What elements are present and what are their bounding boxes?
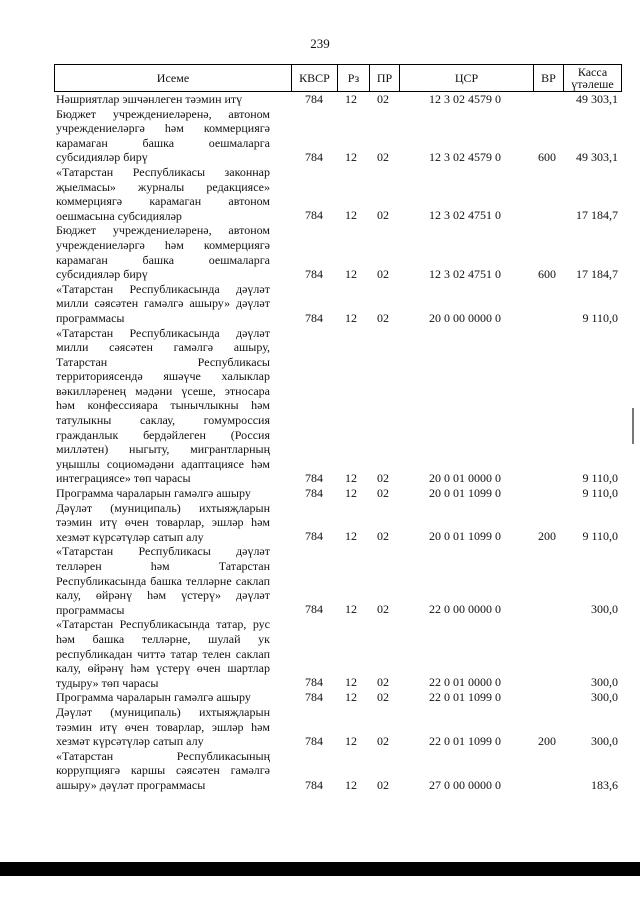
row-kvsr: 784 [305,529,323,544]
row-rz: 12 [345,733,357,748]
row-sum: 9 110,0 [582,529,618,544]
row-pr: 02 [377,675,389,690]
row-rz: 12 [345,149,357,164]
row-name: Дәүләт (муниципаль) ихтыяҗларын тәэмин итү өчен товарлар, эшләр һәм хезмәт күрсәтүләр сатып алу [56,704,270,749]
row-sum: 300,0 [591,675,618,690]
row-csr: 20 0 01 1099 0 [429,529,501,544]
table-body [54,92,622,793]
header-kvsr: КВСР [291,65,337,91]
table-row [54,749,622,793]
row-pr: 02 [377,777,389,792]
row-sum: 9 110,0 [582,485,618,500]
row-kvsr: 784 [305,485,323,500]
row-csr: 22 0 01 1099 0 [429,689,501,704]
scan-edge-mark [632,408,634,444]
row-name: Программа чараларын гамәлгә ашыру [56,486,251,501]
row-vr: 600 [538,149,556,164]
row-pr: 02 [377,471,389,486]
row-name: Программа чараларын гамәлгә ашыру [56,690,251,705]
row-pr: 02 [377,149,389,164]
table-row [54,282,622,326]
row-kvsr: 784 [305,602,323,617]
row-csr: 22 0 00 0000 0 [429,602,501,617]
row-rz: 12 [345,529,357,544]
header-vr: ВР [533,65,563,91]
row-name: Бюджет учреждениеләренә, автоном учреждениеләргә һәм коммерциягә карамаган башка оешмаларга субсидияләр бирү [56,223,270,282]
row-kvsr: 784 [305,91,323,106]
row-rz: 12 [345,266,357,281]
row-pr: 02 [377,91,389,106]
page-number: 239 [310,36,330,51]
header-sum: Касса үтәлеше [563,65,621,91]
row-rz: 12 [345,675,357,690]
row-name: Дәүләт (муниципаль) ихтыяҗларын тәэмин итү өчен товарлар, эшләр һәм хезмәт күрсәтүләр сатып алу [56,500,270,544]
table-row [54,326,622,487]
row-sum: 300,0 [591,602,618,617]
row-csr: 20 0 01 1099 0 [429,485,501,500]
row-rz: 12 [345,689,357,704]
row-kvsr: 784 [305,733,323,748]
row-csr: 20 0 00 0000 0 [429,310,501,325]
row-rz: 12 [345,777,357,792]
row-csr: 27 0 00 0000 0 [429,777,501,792]
row-kvsr: 784 [305,777,323,792]
table-row [54,223,622,281]
row-kvsr: 784 [305,689,323,704]
row-pr: 02 [377,485,389,500]
row-pr: 02 [377,266,389,281]
row-csr: 22 0 01 1099 0 [429,733,501,748]
row-name: «Татарстан Республикасы дәүләт телләрен һәм Татарстан Республикасында башка телләрне саклап калу, өйрәнү һәм үстерү» дәүләт программасы [56,544,270,617]
row-csr: 12 3 02 4579 0 [429,149,501,164]
row-pr: 02 [377,733,389,748]
row-sum: 9 110,0 [582,471,618,486]
scan-bottom-bar [0,862,640,876]
table-header [54,64,622,92]
row-kvsr: 784 [305,208,323,223]
row-csr: 12 3 02 4579 0 [429,91,501,106]
row-sum: 17 184,7 [576,208,618,223]
row-rz: 12 [345,310,357,325]
row-kvsr: 784 [305,675,323,690]
row-kvsr: 784 [305,310,323,325]
row-pr: 02 [377,689,389,704]
table-row [54,617,622,690]
row-name: Бюджет учреждениеләренә, автоном учреждениеләргә һәм коммерциягә карамаган башка оешмаларга субсидияләр бирү [56,106,270,165]
table-row [54,165,622,223]
row-rz: 12 [345,602,357,617]
row-csr: 12 3 02 4751 0 [429,266,501,281]
row-rz: 12 [345,485,357,500]
header-name: Исеме [156,71,190,85]
table-row [54,501,622,545]
row-name: Нәшриятлар эшчәнлеген тәэмин итү [56,92,243,106]
row-sum: 49 303,1 [576,91,618,106]
row-vr: 600 [538,266,556,281]
row-kvsr: 784 [305,266,323,281]
row-rz: 12 [345,471,357,486]
table-row [54,92,622,107]
row-sum: 300,0 [591,733,618,748]
row-sum: 17 184,7 [576,266,618,281]
row-sum: 300,0 [591,689,618,704]
row-name: «Татарстан Республикасында дәүләт милли сәясәтен гамәлгә ашыру» дәүләт программасы [56,281,270,325]
table-row [54,107,622,165]
table-row [54,690,622,705]
row-csr: 20 0 01 0000 0 [429,471,501,486]
table-row [54,486,622,501]
row-pr: 02 [377,208,389,223]
row-pr: 02 [377,310,389,325]
row-name: «Татарстан Республикасы законнар җыелмасы» журналы редакциясе» коммерциягә карамаган автоном оешмасына субсидияләр [56,164,270,223]
row-sum: 183,6 [591,777,618,792]
row-pr: 02 [377,529,389,544]
row-rz: 12 [345,208,357,223]
row-csr: 22 0 01 0000 0 [429,675,501,690]
row-sum: 49 303,1 [576,149,618,164]
row-sum: 9 110,0 [582,310,618,325]
row-vr: 200 [538,529,556,544]
row-name: «Татарстан Республикасында дәүләт милли сәясәтен гамәлгә ашыру, Татарстан Республикасы территориясендә яшәүче халыклар вәкилләренең мәдәни үсеше, этносара һәм конфессияара тынычлыкны һәм татулыкны саклау, гомумроссия гражданлык бердәйлеген (Россия милләтен) ныгыту, мигрантларның уңышлы социомәдәни адаптациясе һәм интеграциясе» төп чарасы [56,325,270,486]
row-name: «Татарстан Республикасының коррупциягә каршы сәясәтен гамәлгә ашыру» дәүләт программасы [56,748,270,792]
header-pr: ПР [369,65,399,91]
table-row [54,544,622,617]
row-csr: 12 3 02 4751 0 [429,208,501,223]
row-rz: 12 [345,91,357,106]
table-row [54,705,622,749]
row-name: «Татарстан Республикасында татар, рус һәм башка телләрне, шулай ук республикадан читтә татар телен саклап калу, өйрәнү һәм үстерү өчен шартлар тудыру» төп чарасы [56,617,270,690]
header-csr: ЦСР [399,65,533,91]
row-vr: 200 [538,733,556,748]
row-kvsr: 784 [305,471,323,486]
row-kvsr: 784 [305,149,323,164]
header-rz: Рз [337,65,369,91]
row-pr: 02 [377,602,389,617]
